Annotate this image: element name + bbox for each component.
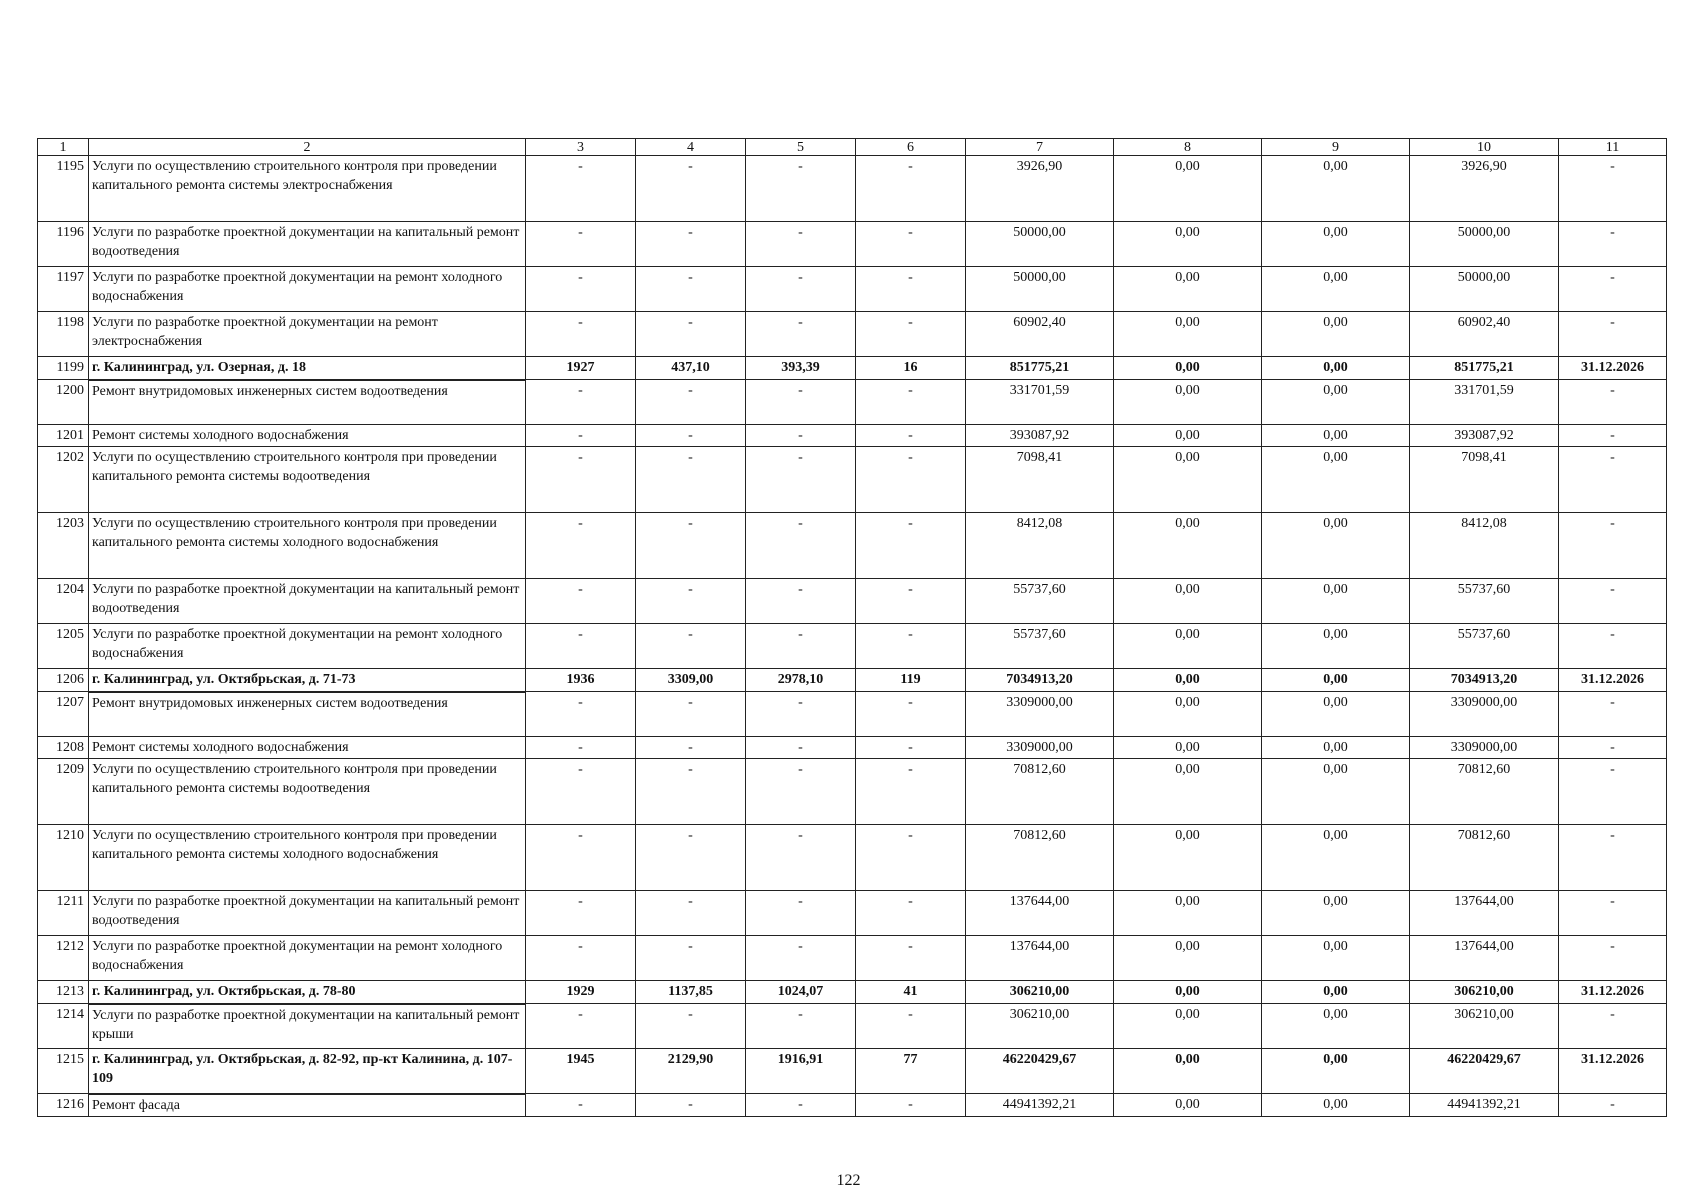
total-area-cell: 3309,00 xyxy=(636,669,746,692)
work-item-row xyxy=(38,156,1667,222)
build-year-cell: - xyxy=(526,759,636,825)
row-number-cell: 1211 xyxy=(38,891,89,936)
cost-col-10-cell: 50000,00 xyxy=(1410,267,1559,312)
total-area-cell: - xyxy=(636,1094,746,1117)
work-item-row xyxy=(38,891,1667,936)
build-year-cell: - xyxy=(526,891,636,936)
total-area-cell: - xyxy=(636,447,746,513)
item-name-cell: Услуги по разработке проектной документации на ремонт электроснабжения xyxy=(89,312,526,357)
residents-cell: - xyxy=(856,267,966,312)
cost-col-8-cell: 0,00 xyxy=(1114,380,1262,425)
total-area-cell: - xyxy=(636,891,746,936)
living-area-cell: - xyxy=(746,1004,856,1049)
row-number-cell: 1200 xyxy=(38,380,89,425)
register-table-container xyxy=(37,138,1666,1117)
build-year-cell: 1936 xyxy=(526,669,636,692)
cost-col-10-cell: 137644,00 xyxy=(1410,891,1559,936)
completion-date-cell: - xyxy=(1559,447,1667,513)
total-cost-cell: 50000,00 xyxy=(966,222,1114,267)
work-item-row xyxy=(38,425,1667,447)
build-year-cell: - xyxy=(526,267,636,312)
cost-col-10-cell: 3309000,00 xyxy=(1410,692,1559,737)
build-year-cell: - xyxy=(526,825,636,891)
total-area-cell: 2129,90 xyxy=(636,1049,746,1094)
build-year-cell: - xyxy=(526,1094,636,1117)
build-year-cell: - xyxy=(526,156,636,222)
total-cost-cell: 851775,21 xyxy=(966,357,1114,380)
address-row xyxy=(38,669,1667,692)
cost-col-10-cell: 8412,08 xyxy=(1410,513,1559,579)
cost-col-9-cell: 0,00 xyxy=(1262,981,1410,1004)
column-number-header: 7 xyxy=(966,139,1114,156)
cost-col-9-cell: 0,00 xyxy=(1262,936,1410,981)
build-year-cell: - xyxy=(526,936,636,981)
row-number-cell: 1216 xyxy=(38,1094,89,1117)
row-number-cell: 1213 xyxy=(38,981,89,1004)
residents-cell: - xyxy=(856,222,966,267)
residents-cell: - xyxy=(856,579,966,624)
living-area-cell: - xyxy=(746,267,856,312)
build-year-cell: - xyxy=(526,513,636,579)
work-item-row xyxy=(38,825,1667,891)
row-number-cell: 1199 xyxy=(38,357,89,380)
total-area-cell: - xyxy=(636,380,746,425)
cost-col-9-cell: 0,00 xyxy=(1262,357,1410,380)
cost-col-8-cell: 0,00 xyxy=(1114,1049,1262,1094)
row-number-cell: 1195 xyxy=(38,156,89,222)
total-area-cell: 437,10 xyxy=(636,357,746,380)
cost-col-8-cell: 0,00 xyxy=(1114,425,1262,447)
address-row xyxy=(38,981,1667,1004)
completion-date-cell: 31.12.2026 xyxy=(1559,1049,1667,1094)
completion-date-cell: - xyxy=(1559,1004,1667,1049)
cost-col-9-cell: 0,00 xyxy=(1262,380,1410,425)
residents-cell: 77 xyxy=(856,1049,966,1094)
item-name-cell: Услуги по разработке проектной документации на капитальный ремонт водоотведения xyxy=(89,579,526,624)
column-number-header: 2 xyxy=(89,139,526,156)
work-item-row xyxy=(38,1094,1667,1117)
completion-date-cell: - xyxy=(1559,513,1667,579)
cost-col-9-cell: 0,00 xyxy=(1262,156,1410,222)
address-row xyxy=(38,357,1667,380)
column-number-header: 5 xyxy=(746,139,856,156)
residents-cell: - xyxy=(856,312,966,357)
total-cost-cell: 3926,90 xyxy=(966,156,1114,222)
row-number-cell: 1197 xyxy=(38,267,89,312)
total-cost-cell: 7098,41 xyxy=(966,447,1114,513)
cost-col-10-cell: 851775,21 xyxy=(1410,357,1559,380)
row-number-cell: 1215 xyxy=(38,1049,89,1094)
living-area-cell: - xyxy=(746,513,856,579)
total-cost-cell: 306210,00 xyxy=(966,981,1114,1004)
completion-date-cell: - xyxy=(1559,579,1667,624)
residents-cell: - xyxy=(856,692,966,737)
cost-col-8-cell: 0,00 xyxy=(1114,267,1262,312)
total-cost-cell: 70812,60 xyxy=(966,759,1114,825)
completion-date-cell: - xyxy=(1559,891,1667,936)
total-area-cell: - xyxy=(636,1004,746,1049)
total-area-cell: - xyxy=(636,759,746,825)
work-item-row xyxy=(38,513,1667,579)
row-number-cell: 1209 xyxy=(38,759,89,825)
completion-date-cell: - xyxy=(1559,737,1667,759)
cost-col-9-cell: 0,00 xyxy=(1262,624,1410,669)
work-item-row xyxy=(38,737,1667,759)
cost-col-10-cell: 46220429,67 xyxy=(1410,1049,1559,1094)
cost-col-9-cell: 0,00 xyxy=(1262,1049,1410,1094)
item-name-cell: Услуги по разработке проектной документации на ремонт холодного водоснабжения xyxy=(89,936,526,981)
total-area-cell: - xyxy=(636,579,746,624)
build-year-cell: - xyxy=(526,222,636,267)
living-area-cell: - xyxy=(746,759,856,825)
work-item-row xyxy=(38,579,1667,624)
cost-col-10-cell: 331701,59 xyxy=(1410,380,1559,425)
total-area-cell: - xyxy=(636,624,746,669)
cost-col-10-cell: 44941392,21 xyxy=(1410,1094,1559,1117)
item-name-cell: Услуги по осуществлению строительного контроля при проведении капитального ремонта системы водоотведения xyxy=(89,759,526,825)
completion-date-cell: - xyxy=(1559,825,1667,891)
living-area-cell: - xyxy=(746,891,856,936)
completion-date-cell: - xyxy=(1559,759,1667,825)
residents-cell: 119 xyxy=(856,669,966,692)
cost-col-9-cell: 0,00 xyxy=(1262,447,1410,513)
item-name-cell: г. Калининград, ул. Октябрьская, д. 82-92, пр-кт Калинина, д. 107-109 xyxy=(89,1049,526,1094)
work-item-row xyxy=(38,222,1667,267)
work-item-row xyxy=(38,447,1667,513)
cost-col-10-cell: 55737,60 xyxy=(1410,624,1559,669)
living-area-cell: - xyxy=(746,380,856,425)
work-item-row xyxy=(38,936,1667,981)
cost-col-8-cell: 0,00 xyxy=(1114,1094,1262,1117)
cost-col-9-cell: 0,00 xyxy=(1262,222,1410,267)
total-cost-cell: 46220429,67 xyxy=(966,1049,1114,1094)
total-area-cell: 1137,85 xyxy=(636,981,746,1004)
cost-col-8-cell: 0,00 xyxy=(1114,737,1262,759)
table-header-row xyxy=(38,139,1667,156)
row-number-cell: 1203 xyxy=(38,513,89,579)
cost-col-10-cell: 55737,60 xyxy=(1410,579,1559,624)
cost-col-9-cell: 0,00 xyxy=(1262,267,1410,312)
build-year-cell: - xyxy=(526,579,636,624)
living-area-cell: 2978,10 xyxy=(746,669,856,692)
cost-col-10-cell: 60902,40 xyxy=(1410,312,1559,357)
item-name-cell: Ремонт внутридомовых инженерных систем водоотведения xyxy=(89,380,526,425)
cost-col-10-cell: 3926,90 xyxy=(1410,156,1559,222)
item-name-cell: Услуги по осуществлению строительного контроля при проведении капитального ремонта системы электроснабжения xyxy=(89,156,526,222)
living-area-cell: - xyxy=(746,624,856,669)
total-cost-cell: 3309000,00 xyxy=(966,692,1114,737)
living-area-cell: - xyxy=(746,936,856,981)
cost-col-9-cell: 0,00 xyxy=(1262,1004,1410,1049)
total-area-cell: - xyxy=(636,312,746,357)
row-number-cell: 1202 xyxy=(38,447,89,513)
item-name-cell: г. Калининград, ул. Октябрьская, д. 78-80 xyxy=(89,981,526,1004)
work-item-row xyxy=(38,267,1667,312)
completion-date-cell: - xyxy=(1559,1094,1667,1117)
total-area-cell: - xyxy=(636,692,746,737)
cost-col-8-cell: 0,00 xyxy=(1114,222,1262,267)
build-year-cell: - xyxy=(526,447,636,513)
item-name-cell: Услуги по разработке проектной документации на ремонт холодного водоснабжения xyxy=(89,624,526,669)
residents-cell: - xyxy=(856,156,966,222)
column-number-header: 1 xyxy=(38,139,89,156)
cost-col-10-cell: 393087,92 xyxy=(1410,425,1559,447)
total-area-cell: - xyxy=(636,156,746,222)
item-name-cell: г. Калининград, ул. Озерная, д. 18 xyxy=(89,357,526,380)
cost-col-10-cell: 306210,00 xyxy=(1410,1004,1559,1049)
cost-col-10-cell: 3309000,00 xyxy=(1410,737,1559,759)
cost-col-10-cell: 7098,41 xyxy=(1410,447,1559,513)
total-area-cell: - xyxy=(636,825,746,891)
total-cost-cell: 55737,60 xyxy=(966,579,1114,624)
total-cost-cell: 7034913,20 xyxy=(966,669,1114,692)
residents-cell: 16 xyxy=(856,357,966,380)
cost-col-10-cell: 50000,00 xyxy=(1410,222,1559,267)
residents-cell: - xyxy=(856,737,966,759)
cost-col-8-cell: 0,00 xyxy=(1114,312,1262,357)
row-number-cell: 1208 xyxy=(38,737,89,759)
total-cost-cell: 44941392,21 xyxy=(966,1094,1114,1117)
living-area-cell: - xyxy=(746,692,856,737)
register-table xyxy=(37,138,1667,1117)
cost-col-9-cell: 0,00 xyxy=(1262,692,1410,737)
total-cost-cell: 331701,59 xyxy=(966,380,1114,425)
cost-col-9-cell: 0,00 xyxy=(1262,513,1410,579)
completion-date-cell: - xyxy=(1559,936,1667,981)
living-area-cell: - xyxy=(746,312,856,357)
total-cost-cell: 60902,40 xyxy=(966,312,1114,357)
completion-date-cell: 31.12.2026 xyxy=(1559,357,1667,380)
build-year-cell: - xyxy=(526,692,636,737)
cost-col-9-cell: 0,00 xyxy=(1262,737,1410,759)
cost-col-8-cell: 0,00 xyxy=(1114,981,1262,1004)
residents-cell: - xyxy=(856,1094,966,1117)
living-area-cell: - xyxy=(746,579,856,624)
column-number-header: 6 xyxy=(856,139,966,156)
residents-cell: - xyxy=(856,1004,966,1049)
total-cost-cell: 393087,92 xyxy=(966,425,1114,447)
living-area-cell: - xyxy=(746,737,856,759)
completion-date-cell: - xyxy=(1559,222,1667,267)
build-year-cell: 1945 xyxy=(526,1049,636,1094)
item-name-cell: г. Калининград, ул. Октябрьская, д. 71-73 xyxy=(89,669,526,692)
row-number-cell: 1204 xyxy=(38,579,89,624)
item-name-cell: Ремонт внутридомовых инженерных систем водоотведения xyxy=(89,692,526,737)
cost-col-9-cell: 0,00 xyxy=(1262,579,1410,624)
cost-col-8-cell: 0,00 xyxy=(1114,624,1262,669)
living-area-cell: - xyxy=(746,1094,856,1117)
cost-col-10-cell: 7034913,20 xyxy=(1410,669,1559,692)
cost-col-8-cell: 0,00 xyxy=(1114,357,1262,380)
living-area-cell: 393,39 xyxy=(746,357,856,380)
column-number-header: 9 xyxy=(1262,139,1410,156)
item-name-cell: Услуги по осуществлению строительного контроля при проведении капитального ремонта системы водоотведения xyxy=(89,447,526,513)
column-number-header: 8 xyxy=(1114,139,1262,156)
page-number: 122 xyxy=(836,1172,861,1189)
total-cost-cell: 8412,08 xyxy=(966,513,1114,579)
build-year-cell: - xyxy=(526,1004,636,1049)
completion-date-cell: - xyxy=(1559,692,1667,737)
work-item-row xyxy=(38,1004,1667,1049)
residents-cell: - xyxy=(856,891,966,936)
total-cost-cell: 50000,00 xyxy=(966,267,1114,312)
living-area-cell: - xyxy=(746,447,856,513)
cost-col-9-cell: 0,00 xyxy=(1262,669,1410,692)
row-number-cell: 1205 xyxy=(38,624,89,669)
completion-date-cell: - xyxy=(1559,380,1667,425)
row-number-cell: 1198 xyxy=(38,312,89,357)
column-number-header: 4 xyxy=(636,139,746,156)
total-area-cell: - xyxy=(636,513,746,579)
total-area-cell: - xyxy=(636,425,746,447)
cost-col-8-cell: 0,00 xyxy=(1114,936,1262,981)
cost-col-10-cell: 137644,00 xyxy=(1410,936,1559,981)
item-name-cell: Ремонт фасада xyxy=(89,1094,526,1117)
total-area-cell: - xyxy=(636,737,746,759)
residents-cell: - xyxy=(856,447,966,513)
cost-col-8-cell: 0,00 xyxy=(1114,669,1262,692)
living-area-cell: - xyxy=(746,425,856,447)
build-year-cell: - xyxy=(526,312,636,357)
cost-col-8-cell: 0,00 xyxy=(1114,692,1262,737)
total-area-cell: - xyxy=(636,936,746,981)
completion-date-cell: - xyxy=(1559,312,1667,357)
completion-date-cell: - xyxy=(1559,156,1667,222)
total-cost-cell: 55737,60 xyxy=(966,624,1114,669)
cost-col-8-cell: 0,00 xyxy=(1114,579,1262,624)
cost-col-8-cell: 0,00 xyxy=(1114,447,1262,513)
build-year-cell: - xyxy=(526,737,636,759)
living-area-cell: 1916,91 xyxy=(746,1049,856,1094)
build-year-cell: - xyxy=(526,380,636,425)
cost-col-8-cell: 0,00 xyxy=(1114,513,1262,579)
completion-date-cell: - xyxy=(1559,425,1667,447)
cost-col-8-cell: 0,00 xyxy=(1114,759,1262,825)
row-number-cell: 1212 xyxy=(38,936,89,981)
cost-col-8-cell: 0,00 xyxy=(1114,156,1262,222)
total-area-cell: - xyxy=(636,267,746,312)
cost-col-10-cell: 70812,60 xyxy=(1410,825,1559,891)
cost-col-8-cell: 0,00 xyxy=(1114,1004,1262,1049)
residents-cell: - xyxy=(856,513,966,579)
cost-col-9-cell: 0,00 xyxy=(1262,312,1410,357)
work-item-row xyxy=(38,380,1667,425)
living-area-cell: - xyxy=(746,825,856,891)
row-number-cell: 1196 xyxy=(38,222,89,267)
row-number-cell: 1214 xyxy=(38,1004,89,1049)
residents-cell: - xyxy=(856,624,966,669)
residents-cell: - xyxy=(856,380,966,425)
work-item-row xyxy=(38,692,1667,737)
cost-col-9-cell: 0,00 xyxy=(1262,425,1410,447)
build-year-cell: 1927 xyxy=(526,357,636,380)
cost-col-10-cell: 70812,60 xyxy=(1410,759,1559,825)
cost-col-9-cell: 0,00 xyxy=(1262,825,1410,891)
residents-cell: - xyxy=(856,825,966,891)
item-name-cell: Услуги по осуществлению строительного контроля при проведении капитального ремонта системы холодного водоснабжения xyxy=(89,513,526,579)
item-name-cell: Услуги по осуществлению строительного контроля при проведении капитального ремонта системы холодного водоснабжения xyxy=(89,825,526,891)
item-name-cell: Ремонт системы холодного водоснабжения xyxy=(89,425,526,447)
living-area-cell: - xyxy=(746,222,856,267)
column-number-header: 11 xyxy=(1559,139,1667,156)
work-item-row xyxy=(38,759,1667,825)
column-number-header: 10 xyxy=(1410,139,1559,156)
cost-col-9-cell: 0,00 xyxy=(1262,1094,1410,1117)
residents-cell: - xyxy=(856,425,966,447)
residents-cell: - xyxy=(856,936,966,981)
living-area-cell: 1024,07 xyxy=(746,981,856,1004)
cost-col-8-cell: 0,00 xyxy=(1114,891,1262,936)
total-cost-cell: 3309000,00 xyxy=(966,737,1114,759)
total-cost-cell: 70812,60 xyxy=(966,825,1114,891)
build-year-cell: - xyxy=(526,425,636,447)
row-number-cell: 1210 xyxy=(38,825,89,891)
item-name-cell: Услуги по разработке проектной документации на ремонт холодного водоснабжения xyxy=(89,267,526,312)
item-name-cell: Услуги по разработке проектной документации на капитальный ремонт водоотведения xyxy=(89,891,526,936)
completion-date-cell: 31.12.2026 xyxy=(1559,669,1667,692)
completion-date-cell: - xyxy=(1559,624,1667,669)
total-cost-cell: 306210,00 xyxy=(966,1004,1114,1049)
item-name-cell: Услуги по разработке проектной документации на капитальный ремонт крыши xyxy=(89,1004,526,1049)
address-row xyxy=(38,1049,1667,1094)
total-cost-cell: 137644,00 xyxy=(966,936,1114,981)
build-year-cell: 1929 xyxy=(526,981,636,1004)
cost-col-10-cell: 306210,00 xyxy=(1410,981,1559,1004)
build-year-cell: - xyxy=(526,624,636,669)
item-name-cell: Ремонт системы холодного водоснабжения xyxy=(89,737,526,759)
residents-cell: 41 xyxy=(856,981,966,1004)
work-item-row xyxy=(38,312,1667,357)
row-number-cell: 1201 xyxy=(38,425,89,447)
row-number-cell: 1207 xyxy=(38,692,89,737)
column-number-header: 3 xyxy=(526,139,636,156)
total-area-cell: - xyxy=(636,222,746,267)
register-table-body xyxy=(38,139,1667,1117)
work-item-row xyxy=(38,624,1667,669)
item-name-cell: Услуги по разработке проектной документации на капитальный ремонт водоотведения xyxy=(89,222,526,267)
total-cost-cell: 137644,00 xyxy=(966,891,1114,936)
cost-col-9-cell: 0,00 xyxy=(1262,759,1410,825)
completion-date-cell: - xyxy=(1559,267,1667,312)
cost-col-9-cell: 0,00 xyxy=(1262,891,1410,936)
living-area-cell: - xyxy=(746,156,856,222)
completion-date-cell: 31.12.2026 xyxy=(1559,981,1667,1004)
residents-cell: - xyxy=(856,759,966,825)
row-number-cell: 1206 xyxy=(38,669,89,692)
cost-col-8-cell: 0,00 xyxy=(1114,825,1262,891)
